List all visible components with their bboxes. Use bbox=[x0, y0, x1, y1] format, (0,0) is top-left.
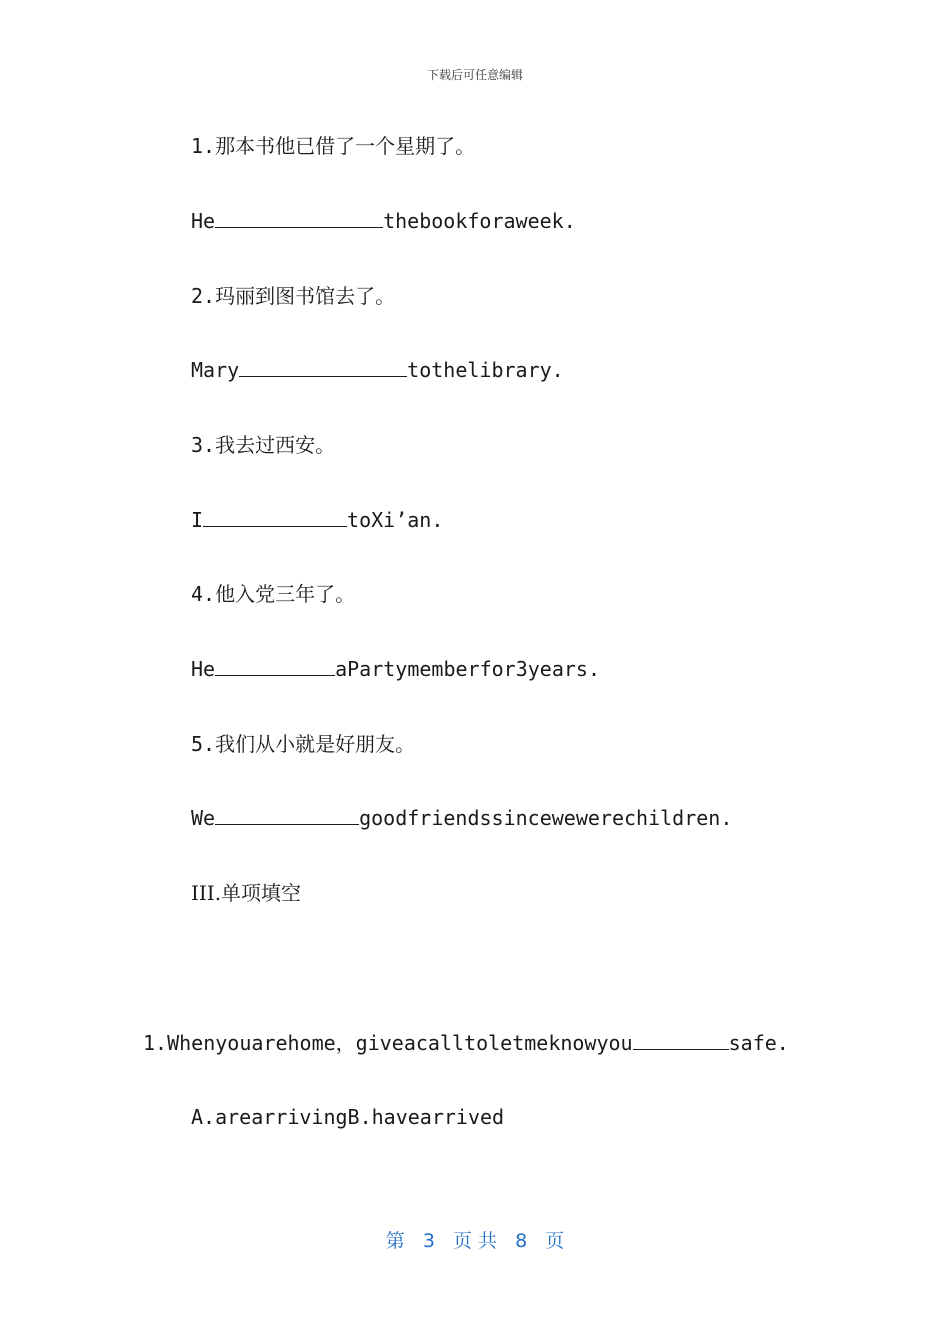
item-4-prefix: He bbox=[191, 657, 216, 681]
item-5-chinese: 5.我们从小就是好朋友。 bbox=[191, 732, 416, 756]
item-4-chinese: 4.他入党三年了。 bbox=[191, 582, 356, 606]
item-1-prefix: He bbox=[191, 209, 216, 233]
question-1-end: safe. bbox=[728, 1031, 789, 1055]
item-4-suffix: aPartymemberfor3years. bbox=[335, 657, 600, 681]
item-1-chinese: 1.那本书他已借了一个星期了。 bbox=[191, 134, 476, 158]
item-2-suffix: tothelibrary. bbox=[407, 358, 564, 382]
item-3-blank[interactable] bbox=[203, 508, 347, 527]
item-2-chinese: 2.玛丽到图书馆去了。 bbox=[191, 284, 396, 308]
page-header: 下载后可任意编辑 bbox=[426, 68, 523, 82]
item-2-blank[interactable] bbox=[239, 358, 407, 377]
item-4-blank[interactable] bbox=[215, 657, 335, 676]
item-5-suffix: goodfriendssincewewerechildren. bbox=[359, 806, 733, 830]
question-1-stem bbox=[143, 1029, 789, 1057]
footer-page-total: 8 bbox=[515, 1230, 528, 1252]
item-5-english bbox=[191, 804, 732, 832]
item-4-english bbox=[191, 655, 600, 683]
item-3-chinese: 3.我去过西安。 bbox=[191, 433, 336, 457]
question-1-options: A.arearrivingB.havearrived bbox=[191, 1105, 505, 1129]
item-2-english bbox=[191, 356, 564, 384]
item-3-prefix: I bbox=[191, 508, 204, 532]
footer-label-1: 第 bbox=[385, 1230, 405, 1252]
footer-label-3: 页 bbox=[545, 1230, 565, 1252]
item-1-english bbox=[191, 207, 576, 235]
page-footer bbox=[0, 1226, 950, 1253]
item-5-blank[interactable] bbox=[215, 806, 359, 825]
item-3-english bbox=[191, 506, 443, 534]
footer-page-number: 3 bbox=[422, 1230, 435, 1252]
item-5-prefix: We bbox=[191, 806, 216, 830]
question-1-blank[interactable] bbox=[633, 1031, 729, 1050]
item-1-suffix: thebookforaweek. bbox=[383, 209, 576, 233]
item-2-prefix: Mary bbox=[191, 358, 240, 382]
item-3-suffix: toXi’an. bbox=[347, 508, 444, 532]
section-title: III.单项填空 bbox=[191, 881, 302, 905]
question-1-text: 1.Whenyouarehome，giveacalltoletmeknowyou bbox=[143, 1031, 633, 1055]
item-1-blank[interactable] bbox=[215, 209, 383, 228]
footer-label-2: 页 共 bbox=[452, 1230, 498, 1252]
